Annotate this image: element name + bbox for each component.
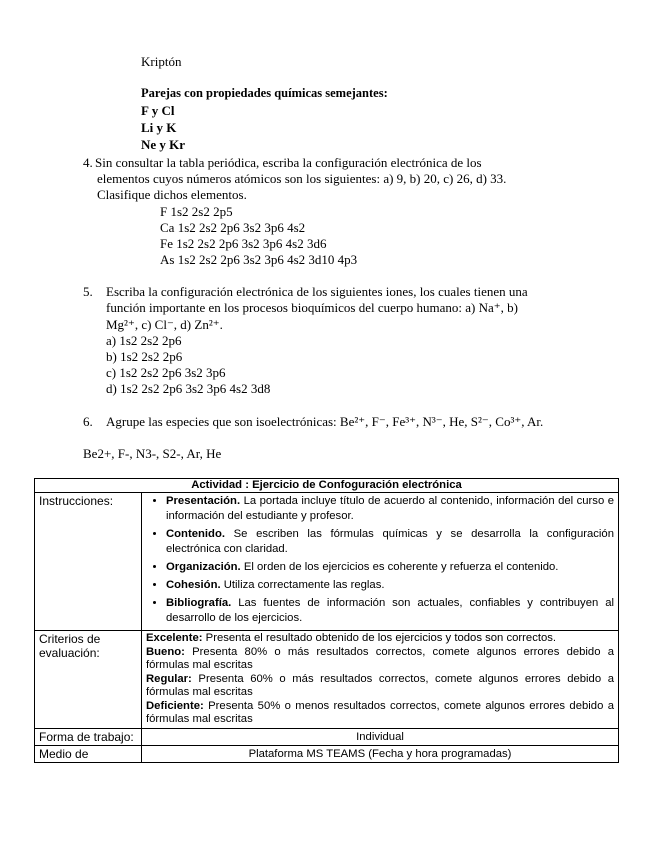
work-value: Individual (142, 728, 619, 745)
criteria-text: Presenta el resultado obtenido de los ejercicios y todos son correctos. (202, 632, 557, 644)
q4-answer: F 1s2 2s2 2p5 (160, 204, 233, 219)
q4-line2-text: elementos cuyos números atómicos son los siguientes: (97, 171, 384, 186)
instruction-item (166, 596, 614, 626)
instruction-text: El orden de los ejercicios es coherente y refuerza el contenido. (240, 561, 559, 573)
pair-item: F y Cl (141, 103, 175, 118)
q5-answer: c) 1s2 2s2 2p6 3s2 3p6 (106, 365, 226, 380)
pairs-heading: Parejas con propiedades químicas semejantes: (141, 86, 388, 100)
instruction-item (166, 560, 614, 575)
instruction-text: Las fuentes de información son actuales, confiables y contribuyen al desarrollo de los ejercicios. (166, 597, 614, 624)
q4-options: a) 9, b) 20, c) 26, d) 33. (383, 171, 507, 186)
criteria-item (146, 700, 614, 727)
q6-text: Agrupe las especies que son isoelectrónicas: Be²⁺, F⁻, Fe³⁺, N³⁻, He, S²⁻, Co³⁺, Ar. (106, 414, 544, 429)
instruction-item (166, 494, 614, 524)
answer-krypton: Kriptón (141, 54, 182, 69)
instruction-text: Utiliza correctamente las reglas. (220, 579, 385, 591)
instructions-label: Instrucciones: (35, 493, 142, 631)
rubric-header-row (35, 479, 619, 493)
instruction-term: Organización. (166, 561, 241, 573)
q4-line3: Clasifique dichos elementos. (97, 187, 247, 202)
instruction-term: Presentación. (166, 495, 241, 507)
criteria-term: Excelente: (146, 632, 203, 644)
instruction-item (166, 578, 614, 593)
rubric-row-instructions (35, 493, 619, 631)
q5-number: 5. (83, 284, 93, 299)
criteria-term: Regular: (146, 672, 192, 685)
criteria-text: Presenta 60% o más resultados correctos, comete algunos errores debido a fórmulas mal escritas (146, 672, 614, 698)
criteria-term: Deficiente: (146, 699, 204, 712)
criteria-item (146, 632, 614, 646)
q5-line3: Mg²⁺, c) Cl⁻, d) Zn²⁺. (106, 317, 223, 332)
criteria-cell (142, 631, 619, 729)
rubric-title: Actividad : Ejercicio de Confoguración electrónica (35, 479, 619, 493)
q5-line2 (106, 300, 518, 316)
criteria-text: Presenta 80% o más resultados correctos, comete algunos errores debido a fórmulas mal escritas (146, 645, 614, 671)
q6-answer: Be2+, F-, N3-, S2-, Ar, He (83, 446, 222, 461)
instructions-list (146, 494, 614, 626)
q5-line1: Escriba la configuración electrónica de los siguientes iones, los cuales tienen una (106, 284, 528, 299)
work-label: Forma de trabajo: (35, 728, 142, 745)
instruction-item (166, 527, 614, 557)
instruction-term: Cohesión. (166, 579, 221, 591)
criteria-item (146, 673, 614, 700)
rubric-row-work (35, 728, 619, 745)
q4-number: 4. (83, 155, 93, 170)
instruction-term: Bibliografía. (166, 597, 232, 609)
q4-answer: Ca 1s2 2s2 2p6 3s2 3p6 4s2 (160, 220, 306, 235)
criteria-term: Bueno: (146, 645, 185, 658)
criteria-item (146, 646, 614, 673)
instruction-term: Contenido. (166, 528, 225, 540)
instruction-text: Se escriben las fórmulas químicas y se desarrolla la configuración electrónica con claridad. (166, 528, 614, 555)
q4-line1: Sin consultar la tabla periódica, escriba la configuración electrónica de los (95, 155, 482, 170)
criteria-label: Criterios de evaluación: (35, 631, 142, 729)
medium-label: Medio de (35, 745, 142, 762)
criteria-text: Presenta 50% o menos resultados correctos, comete algunos errores debido a fórmulas mal escritas (146, 699, 614, 725)
pair-item: Ne y Kr (141, 137, 186, 152)
medium-value: Plataforma MS TEAMS (Fecha y hora programadas) (142, 745, 619, 762)
q5-ion-a: a) Na⁺, b) (465, 300, 518, 315)
q4-answer: Fe 1s2 2s2 2p6 3s2 3p6 4s2 3d6 (160, 236, 327, 251)
instructions-cell (142, 493, 619, 631)
pair-item: Li y K (141, 120, 177, 135)
q5-answer: b) 1s2 2s2 2p6 (106, 349, 183, 364)
q4-answer: As 1s2 2s2 2p6 3s2 3p6 4s2 3d10 4p3 (160, 252, 358, 267)
q5-answer: d) 1s2 2s2 2p6 3s2 3p6 4s2 3d8 (106, 381, 271, 396)
rubric-table (34, 478, 619, 763)
instruction-text: La portada incluye título de acuerdo al contenido, información del curso e información del estudiante y profesor. (166, 495, 614, 522)
q5-answer: a) 1s2 2s2 2p6 (106, 333, 182, 348)
q6-number: 6. (83, 414, 93, 429)
q5-line2-text: función importante en los procesos bioquímicos del cuerpo humano: (106, 300, 462, 315)
rubric-row-criteria (35, 631, 619, 729)
q4-line2 (97, 171, 506, 187)
rubric-row-medium (35, 745, 619, 762)
